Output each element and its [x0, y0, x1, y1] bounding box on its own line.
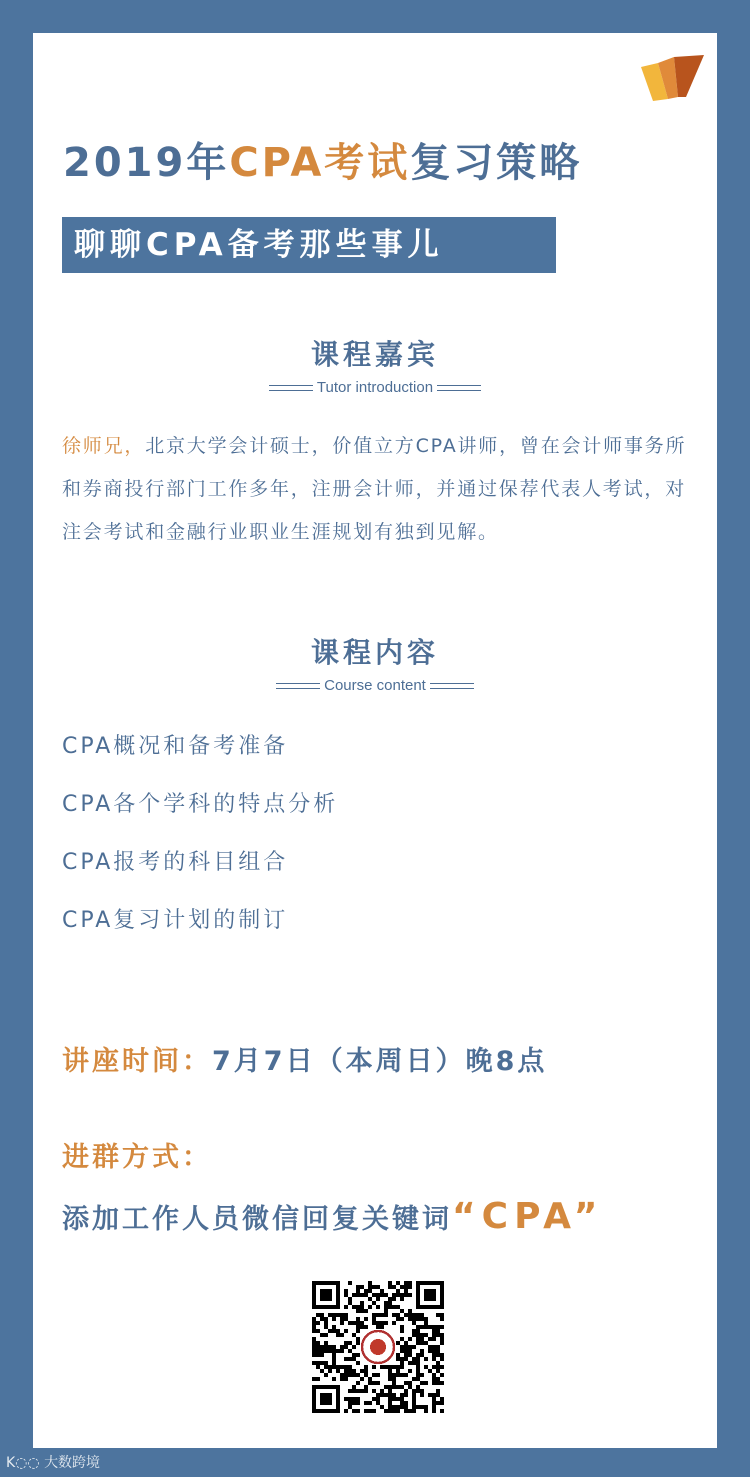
course-topic: CPA报考的科目组合: [62, 850, 289, 875]
divider-left: [269, 385, 313, 391]
divider-left: [276, 683, 320, 689]
brand-logo-icon: [638, 55, 708, 103]
course-topic: CPA复习计划的制订: [62, 908, 289, 933]
lecture-time: [62, 1039, 547, 1078]
course-section-title: 课程内容: [310, 636, 439, 669]
divider-right: [437, 385, 481, 391]
poster-card: [33, 33, 717, 1448]
tutor-bio: 北京大学会计硕士，价值立方CPA讲师，曾在会计师事务所和券商投行部门工作多年，注册会计师，并通过保荐代表人考试，对注会考试和金融行业职业生涯规划有独到见解。: [62, 435, 687, 543]
divider-right: [430, 683, 474, 689]
join-method-label: 进群方式：: [62, 1142, 212, 1173]
wechat-qr-code[interactable]: [312, 1281, 444, 1413]
course-section-header: [33, 631, 717, 694]
course-section-subtitle: Course content: [324, 677, 426, 694]
tutor-section-subtitle: Tutor introduction: [316, 379, 434, 396]
subtitle-banner: 聊聊CPA备考那些事儿: [62, 217, 556, 273]
watermark-logo-icon: K◌◌: [6, 1455, 45, 1471]
join-keyword: “CPA”: [452, 1196, 604, 1237]
lecture-time-value: 7月7日（本周日）晚8点: [212, 1046, 548, 1077]
page-title: 2019年CPA考试复习策略: [63, 140, 583, 186]
lecture-time-label: 讲座时间：: [62, 1046, 212, 1077]
tutor-name: 徐师兄，: [62, 435, 146, 457]
tutor-section-title: 课程嘉宾: [310, 338, 439, 371]
tutor-section-header: [33, 333, 717, 396]
tutor-introduction: [62, 425, 694, 554]
course-topic: CPA概况和备考准备: [62, 734, 289, 759]
watermark: K◌◌ 大数跨境: [6, 1455, 101, 1471]
join-instructions: 添加工作人员微信回复关键词“CPA”: [62, 1196, 604, 1237]
course-topic: CPA各个学科的特点分析: [62, 792, 339, 817]
